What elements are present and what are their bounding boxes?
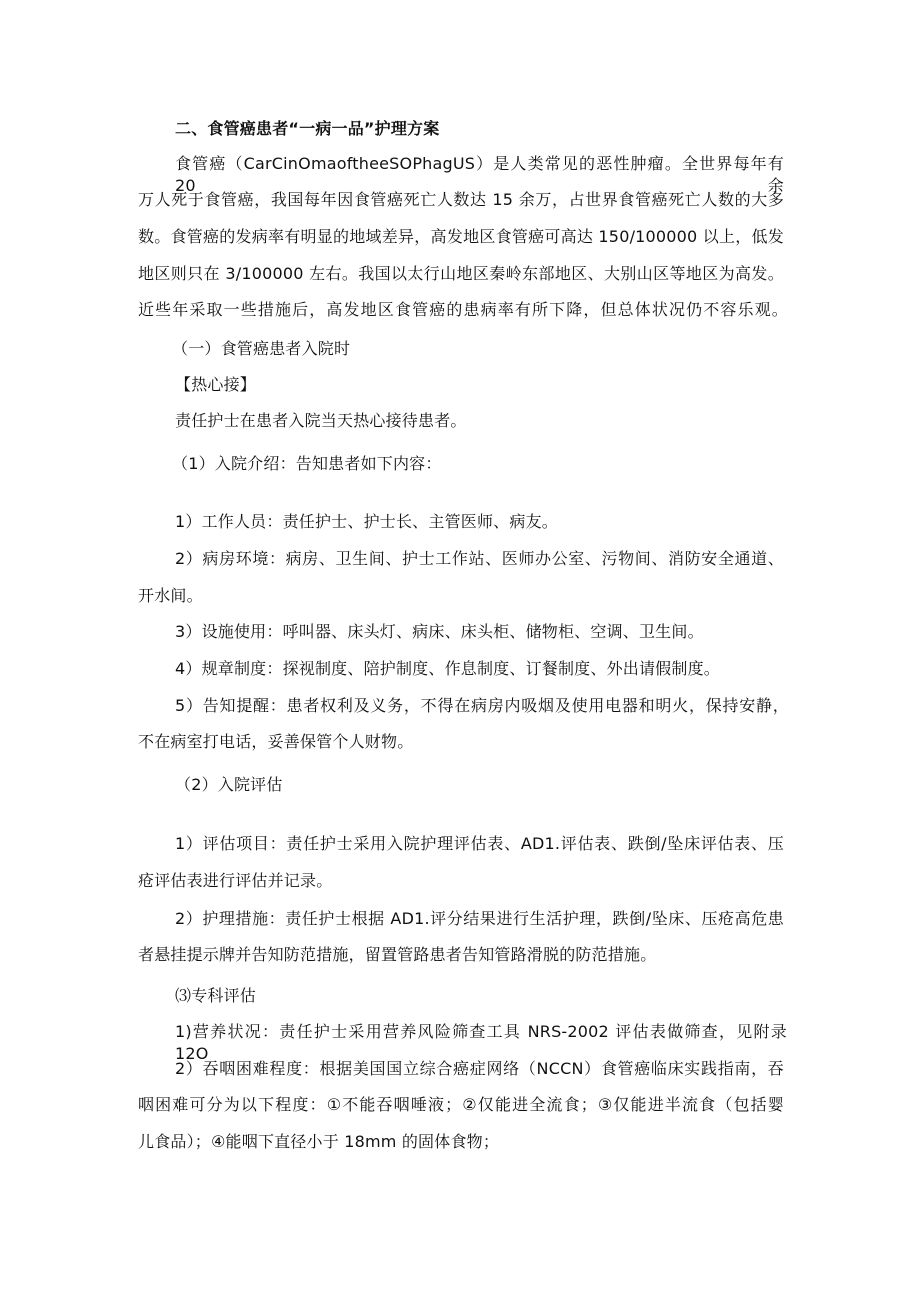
intro-item-heading: （1）入院介绍：告知患者如下内容： [172,454,442,473]
intro-line: 食管癌（CarCinOmaoftheeSOPhagUS）是人类常见的恶性肿瘤。全世界每年有 20 余 [175,154,784,195]
special-item: 咽困难可分为以下程度：①不能吞咽唾液；②仅能进全流食；③仅能进半流食（包括婴 [138,1095,784,1114]
special-item: 2）吞咽困难程度：根据美国国立综合癌症网络（NCCN）食管癌临床实践指南，吞 [175,1059,784,1078]
intro-item: 1）工作人员：责任护士、护士长、主管医师、病友。 [175,512,558,531]
intro-item: 3）设施使用：呼叫器、床头灯、病床、床头柜、储物柜、空调、卫生间。 [175,622,704,641]
warm-text: 责任护士在患者入院当天热心接待患者。 [175,411,467,430]
intro-item: 不在病室打电话，妥善保管个人财物。 [138,732,414,751]
assess-heading: （2）入院评估 [175,775,283,794]
special-item: 1)营养状况：责任护士采用营养风险筛查工具 NRS-2002 评估表做筛查，见附录 12O [175,1022,787,1063]
intro-line: 数。食管癌的发病率有明显的地域差异，高发地区食管癌可高达 150/100000 以上，低发 [138,227,784,246]
special-item: 儿食品）；④能咽下直径小于 18mm 的固体食物； [138,1132,500,1151]
assess-item: 2）护理措施：责任护士根据 AD1.评分结果进行生活护理，跌倒/坠床、压疮高危患 [175,909,784,928]
intro-item: 4）规章制度：探视制度、陪护制度、作息制度、订餐制度、外出请假制度。 [175,659,720,678]
intro-item: 5）告知提醒：患者权利及义务，不得在病房内吸烟及使用电器和明火，保持安静， [175,696,789,715]
assess-item: 1）评估项目：责任护士采用入院护理评估表、AD1.评估表、跌倒/坠床评估表、压 [175,834,784,853]
intro-item: 2）病房环境：病房、卫生间、护士工作站、医师办公室、污物间、消防安全通道、 [175,549,784,568]
subsection-heading: （一）食管癌患者入院时 [172,339,351,358]
intro-line: 地区则只在 3/100000 左右。我国以太行山地区秦岭东部地区、大别山区等地区为高发。 [138,264,784,283]
section-title: 二、食管癌患者“一病一品”护理方案 [175,119,440,138]
assess-item: 者悬挂提示牌并告知防范措施，留置管路患者告知管路滑脱的防范措施。 [138,945,657,964]
intro-line: 近些年采取一些措施后，高发地区食管癌的患病率有所下降，但总体状况仍不容乐观。 [138,300,788,319]
special-heading: ⑶专科评估 [175,986,257,1005]
intro-item: 开水间。 [138,586,203,605]
warm-heading: 【热心接】 [175,375,257,394]
intro-line: 万人死于食管癌，我国每年因食管癌死亡人数达 15 余万，占世界食管癌死亡人数的大多 [138,190,784,209]
assess-item: 疮评估表进行评估并记录。 [138,871,333,890]
